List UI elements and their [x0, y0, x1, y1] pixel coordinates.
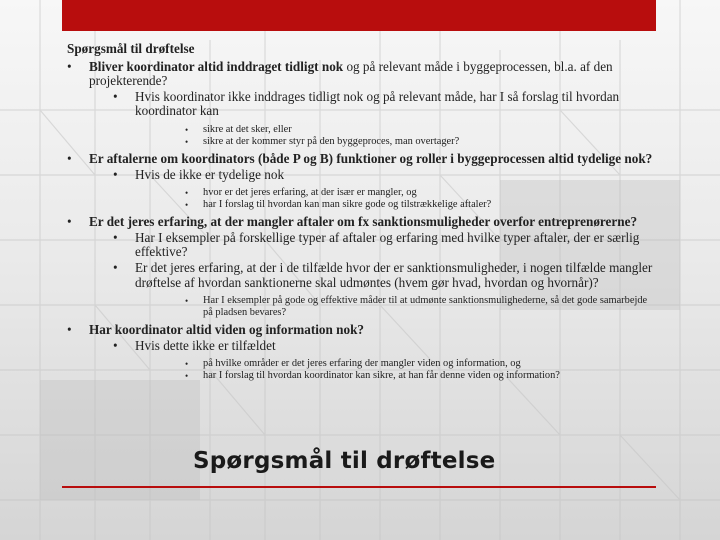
sub-question-text: Hvis koordinator ikke inddrages tidligt nok og på relevant måde, har I så forslag til hvordan koordinator kan — [135, 88, 620, 119]
bullet-icon: • — [113, 337, 118, 353]
bullet-icon: • — [67, 150, 72, 166]
sub-question-list — [89, 339, 657, 383]
bullet-icon: • — [67, 322, 72, 338]
detail-text: Har I eksempler på gode og effektive måder til at udmønte sanktionsmulighederne, så det gode samarbejde på pladsen bevares? — [203, 295, 648, 319]
detail-text: har I forslag til hvordan koordinator kan sikre, at han får denne viden og information? — [203, 370, 560, 382]
bullet-icon: • — [67, 58, 72, 74]
question-item — [67, 323, 657, 382]
bullet-icon: • — [185, 359, 189, 370]
detail-item — [183, 187, 657, 199]
bullet-icon: • — [113, 88, 118, 104]
detail-item — [183, 199, 657, 211]
bullet-icon: • — [185, 371, 189, 382]
detail-list — [135, 187, 657, 211]
detail-text: har I forslag til hvordan kan man sikre gode og tilstrækkelige aftaler? — [203, 199, 492, 211]
bullet-icon: • — [185, 296, 189, 307]
question-text: og på relevant måde i byggeprocessen, bl.a. af den projekterende? — [89, 58, 613, 89]
question-item — [67, 60, 657, 148]
detail-list — [135, 358, 657, 382]
detail-item — [183, 124, 657, 136]
bullet-icon: • — [185, 136, 189, 147]
question-bold-text: Er det jeres erfaring, at der mangler aftaler om fx sanktionsmuligheder overfor entreprenørerne? — [89, 214, 638, 230]
bullet-icon: • — [113, 229, 118, 245]
header-accent-bar — [62, 0, 656, 31]
sub-question-list — [89, 90, 657, 148]
sub-question-item — [113, 261, 657, 319]
sub-question-item — [113, 168, 657, 212]
question-item — [67, 152, 657, 211]
question-list — [67, 60, 657, 383]
sub-question-item — [113, 231, 657, 260]
slide-body — [67, 42, 657, 386]
detail-text: sikre at der kommer styr på den byggeproces, man overtager? — [203, 135, 460, 147]
bullet-icon: • — [185, 200, 189, 211]
sub-question-text: Hvis dette ikke er tilfældet — [135, 337, 276, 353]
bullet-icon: • — [113, 259, 118, 275]
sub-question-item — [113, 339, 657, 383]
detail-item — [183, 136, 657, 148]
sub-question-text: Hvis de ikke er tydelige nok — [135, 166, 285, 182]
detail-text: sikre at det sker, eller — [203, 123, 292, 135]
detail-item — [183, 370, 657, 382]
detail-list — [135, 124, 657, 148]
sub-question-text: Er det jeres erfaring, at der i de tilfælde hvor der er sanktionsmuligheder, i nogen tilfælde mangler drøftelse af hvordan sanktionerne skal udmøntes (hvem gør hvad, hvordan og hvornår)? — [135, 259, 653, 290]
detail-item — [183, 295, 657, 319]
detail-item — [183, 358, 657, 370]
footer-title: Spørgsmål til drøftelse — [193, 448, 496, 474]
detail-text: hvor er det jeres erfaring, at der især er mangler, og — [203, 187, 417, 199]
sub-question-list — [89, 231, 657, 319]
question-item — [67, 215, 657, 319]
detail-text: på hvilke områder er det jeres erfaring der mangler viden og information, og — [203, 358, 521, 370]
bullet-icon: • — [67, 214, 72, 230]
bullet-icon: • — [113, 166, 118, 182]
slide-heading: Spørgsmål til drøftelse — [67, 41, 195, 56]
bullet-icon: • — [185, 124, 189, 135]
sub-question-text: Har I eksempler på forskellige typer af aftaler og erfaring med hvilke typer aftaler, der er særlig effektive? — [135, 229, 640, 260]
detail-list — [135, 295, 657, 319]
question-bold-text: Bliver koordinator altid inddraget tidligt nok — [89, 58, 344, 74]
sub-question-list — [89, 168, 657, 212]
question-bold-text: Er aftalerne om koordinators (både P og B) funktioner og roller i byggeprocessen altid tydelige nok? — [89, 150, 653, 166]
question-bold-text: Har koordinator altid viden og information nok? — [89, 322, 365, 338]
bullet-icon: • — [185, 188, 189, 199]
sub-question-item — [113, 90, 657, 148]
footer-divider — [62, 486, 656, 488]
